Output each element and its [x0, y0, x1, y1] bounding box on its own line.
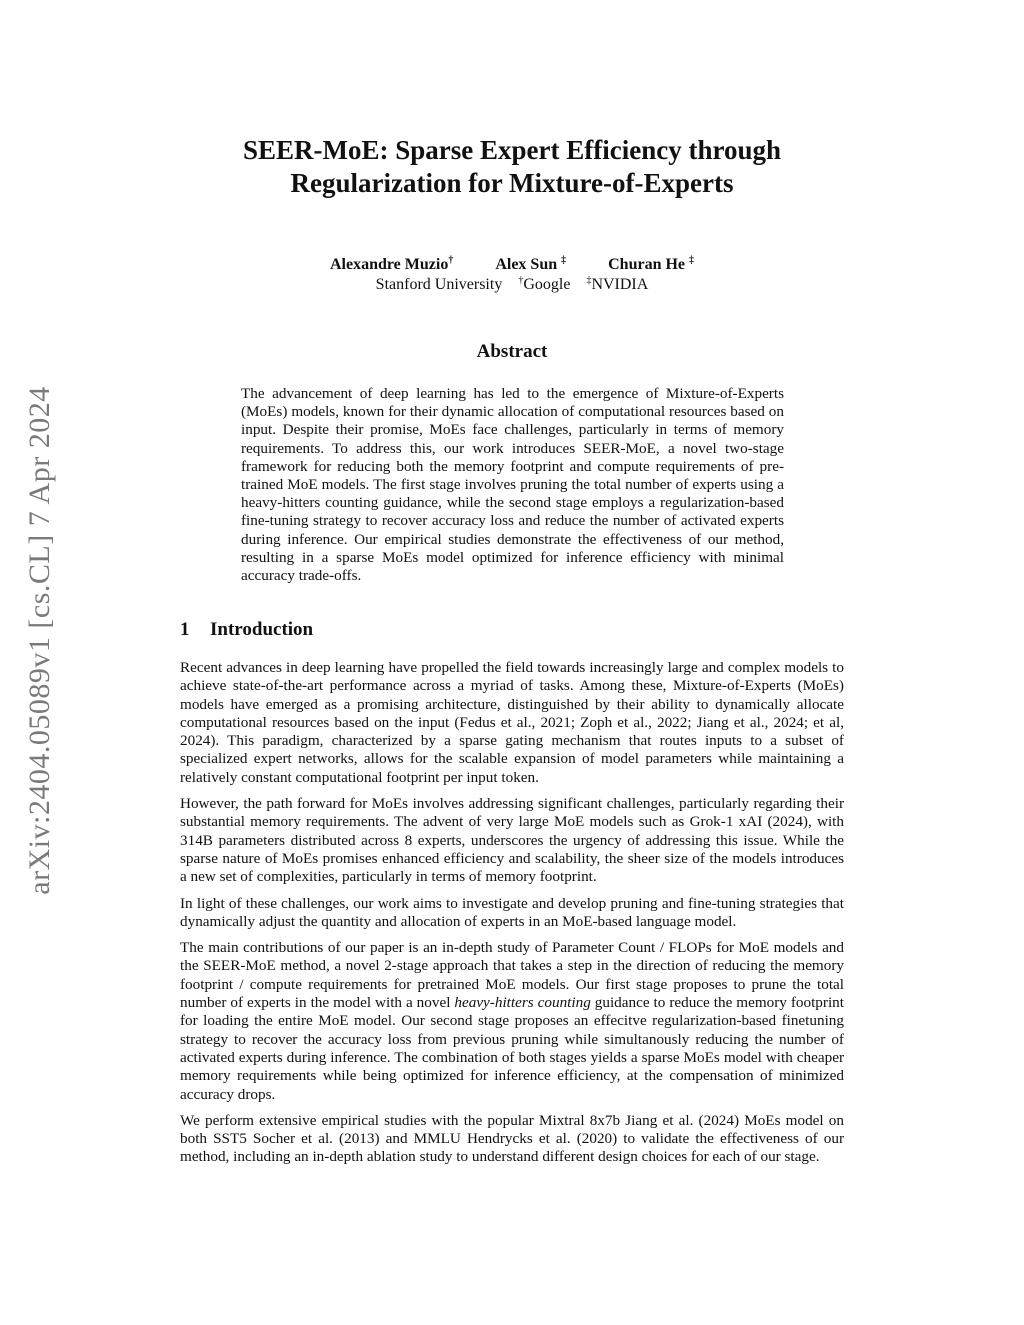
arxiv-identifier-stamp: arXiv:2404.05089v1 [cs.CL] 7 Apr 2024 [23, 386, 56, 895]
author-names [150, 255, 874, 275]
author-1-mark: † [448, 255, 454, 266]
intro-paragraph-4-part-2: guidance to reduce the memory footprint for loading the entire MoE model. Our second stage proposes an effecitve regularization-based finetuning strategy to recover the accuracy loss from previous pruning while simultanously reducing the number of activated experts during inference. The combination of both stages yields a sparse MoEs model with cheaper memory requirements while being optimized for inference efficiency, at the compensation of minimized accuracy drops. [180, 994, 844, 1103]
section-number: 1 [180, 619, 190, 640]
affiliation-2-mark: † [518, 275, 524, 286]
intro-paragraph-4-emphasis: heavy-hitters counting [454, 994, 591, 1012]
intro-paragraph-4-part-1: The main contributions of our paper is an in-depth study of Parameter Count / FLOPs for MoE models and the SEER-MoE method, a novel 2-stage approach that takes a step in the direction of reducing the memory footprint / compute requirements for pretrained MoE models. Our first stage proposes to prune the total number of experts in the model with a novel [180, 939, 844, 1012]
paper-title-line-2: Regularization for Mixture-of-Experts [290, 168, 734, 198]
affiliation-3-name: NVIDIA [591, 276, 649, 293]
intro-paragraph-3: In light of these challenges, our work aims to investigate and develop pruning and fine-tuning strategies that dynamically adjust the quantity and allocation of experts in an MoE-based language model. [180, 894, 844, 930]
abstract-heading: Abstract [476, 341, 548, 362]
author-2 [495, 255, 566, 275]
author-2-mark: ‡ [561, 255, 567, 266]
affiliation-3 [586, 275, 648, 295]
introduction-body [180, 659, 844, 1175]
intro-paragraph-2: However, the path forward for MoEs involves addressing significant challenges, particularly regarding their substantial memory requirements. The advent of very large MoE models such as Grok-1 xAI (2024), with 314B parameters distributed across 8 experts, underscores the urgency of addressing this issue. While the sparse nature of MoEs promises enhanced efficiency and scalability, the sheer size of the models introduces a new set of complexities, particularly in terms of memory footprint. [180, 795, 844, 886]
author-3-name: Churan He [608, 256, 686, 273]
author-3 [608, 255, 694, 275]
paper-title [150, 134, 874, 200]
author-2-name: Alex Sun [495, 256, 558, 273]
author-block [150, 255, 874, 295]
intro-paragraph-5: We perform extensive empirical studies with the popular Mixtral 8x7b Jiang et al. (2024) MoEs model on both SST5 Socher et al. (2013) and MMLU Hendrycks et al. (2020) to validate the effectiveness of our method, including an in-depth ablation study to understand different design choices for each of our stage. [180, 1111, 844, 1166]
abstract-text: The advancement of deep learning has led to the emergence of Mixture-of-Experts (MoEs) models, known for their dynamic allocation of computational resources based on input. Despite their promise, MoEs face challenges, particularly in terms of memory requirements. To address this, our work introduces SEER-MoE, a novel two-stage framework for reducing both the memory footprint and compute requirements of pre-trained MoE models. The first stage involves pruning the total number of experts using a heavy-hitters counting guidance, while the second stage employs a regularization-based fine-tuning strategy to recover accuracy loss and reduce the number of activated experts during inference. Our empirical studies demonstrate the effectiveness of our method, resulting in a sparse MoEs model optimized for inference efficiency with minimal accuracy trade-offs. [241, 385, 784, 585]
author-3-mark: ‡ [689, 255, 695, 266]
intro-paragraph-4 [180, 939, 844, 1104]
affiliation-1: Stanford University [375, 276, 503, 293]
affiliations [150, 275, 874, 295]
author-1-name: Alexandre Muzio [329, 256, 449, 273]
affiliation-2 [518, 275, 570, 295]
section-heading-introduction [180, 619, 313, 641]
section-title: Introduction [210, 619, 314, 640]
intro-paragraph-1: Recent advances in deep learning have propelled the field towards increasingly large and complex models to achieve state-of-the-art performance across a myriad of tasks. Among these, Mixture-of-Experts (MoEs) models have emerged as a promising architecture, distinguished by their ability to dynamically allocate computational resources based on the input (Fedus et al., 2021; Zoph et al., 2022; Jiang et al., 2024; et al, 2024). This paradigm, characterized by a sparse gating mechanism that routes inputs to a subset of specialized expert networks, allows for the scalable expansion of model parameters while maintaining a relatively constant computational footprint per input token. [180, 659, 844, 786]
affiliation-3-mark: ‡ [586, 275, 592, 286]
author-1 [330, 255, 453, 275]
affiliation-2-name: Google [523, 276, 571, 293]
paper-title-line-1: SEER-MoE: Sparse Expert Efficiency through [243, 135, 781, 165]
